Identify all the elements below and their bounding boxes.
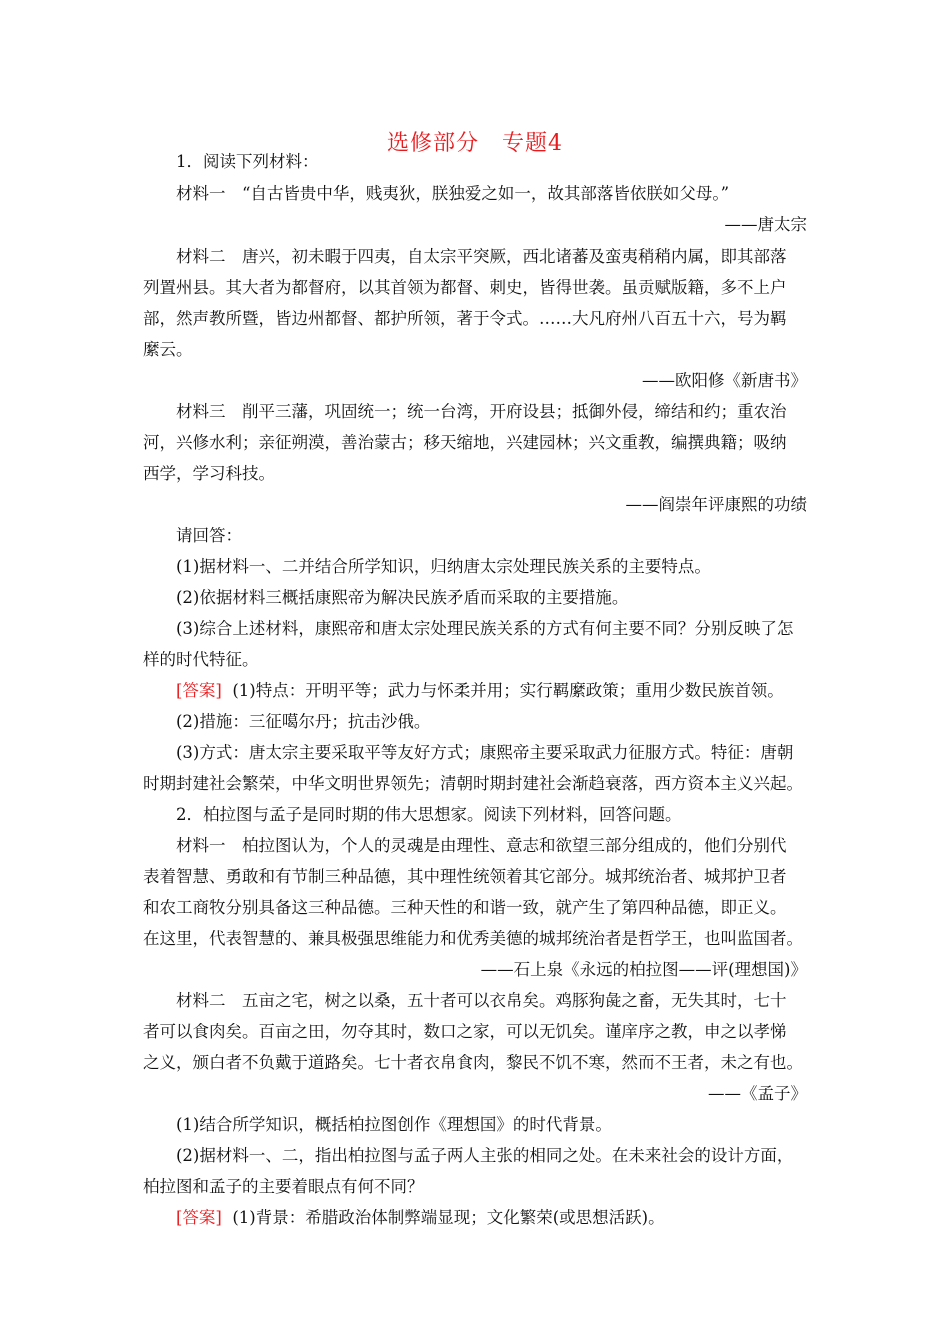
answer-text: (1)特点：开明平等；武力与怀柔并用；实行羁縻政策；重用少数民族首领。 [232, 681, 784, 700]
prompt-text: 请回答： [176, 526, 242, 545]
question-item: 柏拉图和孟子的主要着眼点有何不同？ [143, 1177, 424, 1196]
source-attribution: ——石上泉《永远的柏拉图——评(理想国)》 [480, 960, 807, 979]
material-text: 部，然声教所暨，皆边州都督、都护所领，著于令式。……大凡府州八百五十六，号为羁 [143, 309, 787, 328]
material-text: 在这里，代表智慧的、兼具极强思维能力和优秀美德的城邦统治者是哲学王，也叫监国者。 [143, 929, 803, 948]
material-text: 西学，学习科技。 [143, 464, 275, 483]
answer-text: (3)方式：唐太宗主要采取平等友好方式；康熙帝主要采取武力征服方式。特征：唐朝 [176, 743, 794, 762]
question-item: (2)依据材料三概括康熙帝为解决民族矛盾而采取的主要措施。 [176, 588, 629, 607]
material-text: 之义，颁白者不负戴于道路矣。七十者衣帛食肉，黎民不饥不寒，然而不王者，未之有也。 [143, 1053, 803, 1072]
answer-label: [答案] [176, 1208, 222, 1227]
question-item: (1)结合所学知识，概括柏拉图创作《理想国》的时代背景。 [176, 1115, 612, 1134]
question-2-heading: 2．柏拉图与孟子是同时期的伟大思想家。阅读下列材料，回答问题。 [176, 805, 682, 824]
source-attribution: ——唐太宗 [724, 215, 807, 234]
answer-line [143, 1208, 807, 1228]
material-text: 材料一 柏拉图认为，个人的灵魂是由理性、意志和欲望三部分组成的，他们分别代 [176, 836, 787, 855]
material-text: 者可以食肉矣。百亩之田，勿夺其时，数口之家，可以无饥矣。谨庠序之教，申之以孝悌 [143, 1022, 787, 1041]
material-text: 材料三 削平三藩，巩固统一；统一台湾，开府设县；抵御外侵，缔结和约；重农治 [176, 402, 787, 421]
question-item: (1)据材料一、二并结合所学知识，归纳唐太宗处理民族关系的主要特点。 [176, 557, 711, 576]
question-item: (3)综合上述材料，康熙帝和唐太宗处理民族关系的方式有何主要不同？分别反映了怎 [176, 619, 794, 638]
material-text: 河，兴修水利；亲征朔漠，善治蒙古；移天缩地，兴建园林；兴文重教，编撰典籍；吸纳 [143, 433, 787, 452]
material-text: 列置州县。其大者为都督府，以其首领为都督、刺史，皆得世袭。虽贡赋版籍，多不上户 [143, 278, 787, 297]
material-text: 表着智慧、勇敢和有节制三种品德，其中理性统领着其它部分。城邦统治者、城邦护卫者 [143, 867, 787, 886]
material-text: 縻云。 [143, 340, 193, 359]
page-title: 选修部分 专题4 [387, 131, 563, 156]
question-item: 样的时代特征。 [143, 650, 259, 669]
answer-text: (1)背景：希腊政治体制弊端显现；文化繁荣(或思想活跃)。 [232, 1208, 665, 1227]
source-attribution: ——《孟子》 [708, 1084, 807, 1103]
answer-text: 时期封建社会繁荣，中华文明世界领先；清朝时期封建社会渐趋衰落，西方资本主义兴起。 [143, 774, 803, 793]
source-attribution: ——阎崇年评康熙的功绩 [625, 495, 807, 514]
material-text: 材料二 五亩之宅，树之以桑，五十者可以衣帛矣。鸡豚狗彘之畜，无失其时，七十 [176, 991, 787, 1010]
question-item: (2)据材料一、二，指出柏拉图与孟子两人主张的相同之处。在未来社会的设计方面， [176, 1146, 794, 1165]
source-attribution: ——欧阳修《新唐书》 [642, 371, 807, 390]
question-1-heading: 1．阅读下列材料： [176, 152, 319, 171]
material-text: 材料二 唐兴，初未暇于四夷，自太宗平突厥，西北诸蕃及蛮夷稍稍内属，即其部落 [176, 247, 787, 266]
answer-label: [答案] [176, 681, 222, 700]
answer-text: (2)措施：三征噶尔丹；抗击沙俄。 [176, 712, 431, 731]
material-text: 材料一 “自古皆贵中华，贱夷狄，朕独爱之如一，故其部落皆依朕如父母。” [176, 184, 730, 203]
material-text: 和农工商牧分别具备这三种品德。三种天性的和谐一致，就产生了第四种品德，即正义。 [143, 898, 787, 917]
answer-line [143, 681, 807, 701]
